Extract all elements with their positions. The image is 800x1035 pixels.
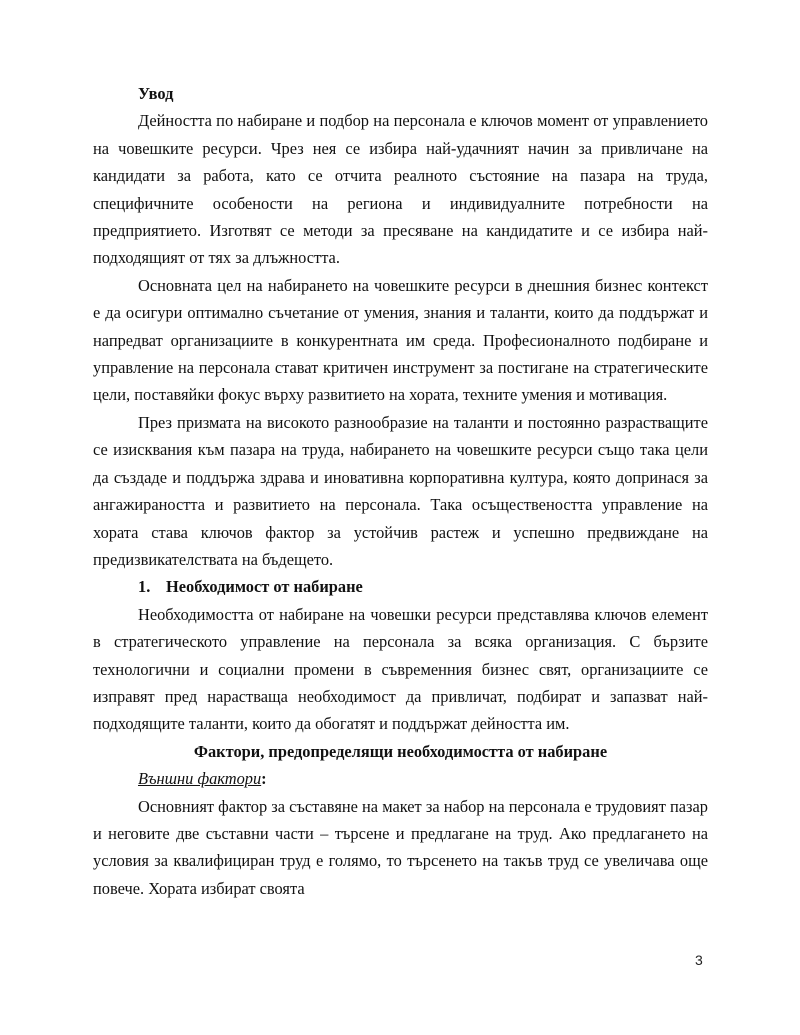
- external-factors-label: Външни фактори: [138, 769, 262, 789]
- page-number: 3: [695, 952, 703, 968]
- external-factors-paragraph: Основният фактор за съставяне на макет за набор на персонала е трудовият пазар и неговите две съставни части – търсене и предлагане на труд. Ако предлагането на условия за квалифициран труд е голямо, то търсенето на такъв труд се увеличава още повече. Хората избират своята: [93, 796, 708, 898]
- intro-paragraph-1: Дейността по набиране и подбор на персонала е ключов момент от управлението на човешките ресурси. Чрез нея се избира най-удачният начин за привличане на кандидати за работа, като се отчита реалното състояние на пазара на труда, специфичните особености на региона и индивидуалните потребности на предприятието. Изготвят се методи за пресяване на кандидатите и се избира най-подходящият от тях за длъжността.: [93, 111, 708, 268]
- external-factors-colon: :: [261, 769, 267, 789]
- factors-heading: Фактори, предопределящи необходимостта от набиране: [193, 741, 608, 761]
- intro-paragraph-3: През призмата на високото разнообразие на таланти и постоянно разрастващите се изисквания към пазара на труда, набирането на човешките ресурси също така цели да създаде и поддържа здрава и иновативна корпоративна култура, която допринася за ангажираността и развитието на персонала. Така осъществеността управление на хората става ключов фактор за устойчив растеж и успешно предвиждане на предизвикателствата на бъдещето.: [93, 412, 708, 569]
- section-1-paragraph: Необходимостта от набиране на човешки ресурси представлява ключов елемент в стратегическото управление на персонала за всяка организация. С бързите технологични и социални промени в съвременния бизнес свят, организациите се изправят пред нарастваща необходимост да привличат, подбират и запазват най-подходящите таланти, които да обогатят и поддържат дейността им.: [93, 604, 708, 734]
- section-1-heading: [93, 573, 708, 600]
- external-factors-heading: [93, 765, 708, 792]
- intro-heading: Увод: [138, 84, 174, 103]
- intro-paragraph-2: Основната цел на набирането на човешките ресурси в днешния бизнес контекст е да осигури оптимално съчетание от умения, знания и таланти, които да поддържат и напредват организациите в конкурентната им среда. Професионалното подбиране и управление на персонала стават критичен инструмент за постигане на стратегическите цели, поставяйки фокус върху развитието на хората, техните умения и мотивация.: [93, 275, 708, 405]
- section-1-number: 1.: [138, 577, 151, 597]
- section-1-title: Необходимост от набиране: [166, 577, 363, 597]
- document-page: [93, 80, 708, 902]
